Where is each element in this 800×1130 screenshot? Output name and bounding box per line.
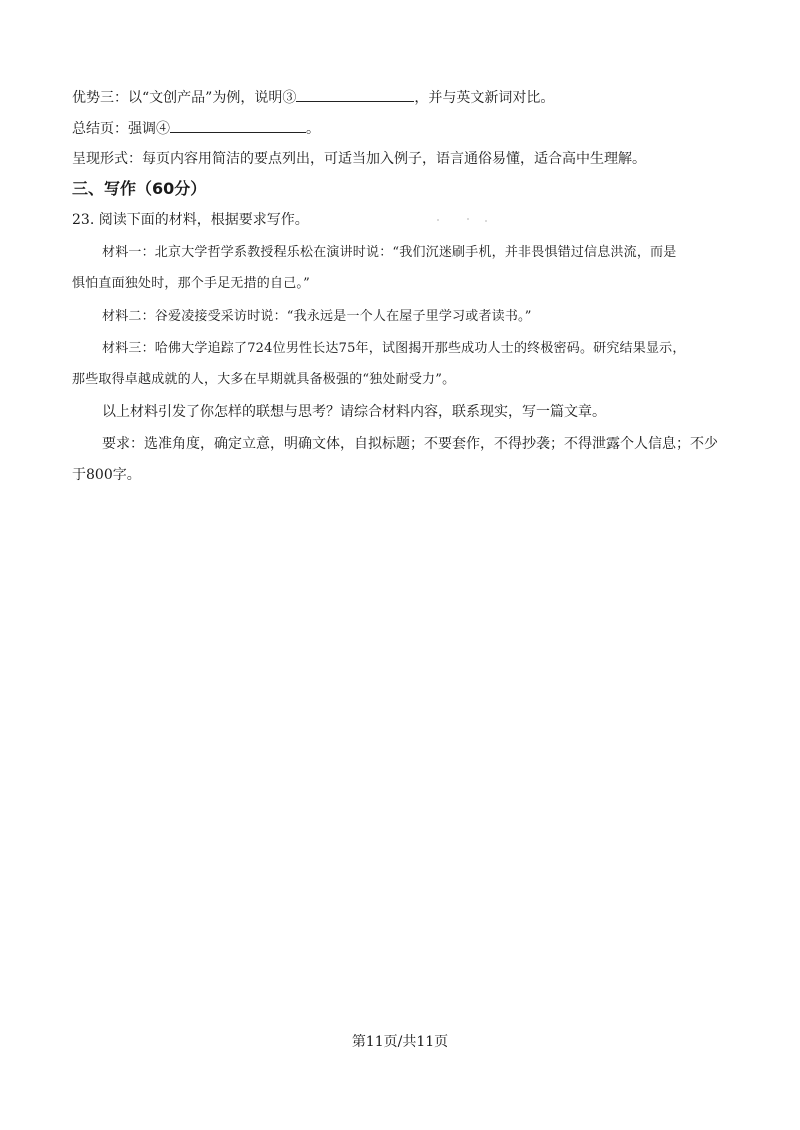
page-footer: 第11页/共11页 xyxy=(351,1034,449,1050)
material-1-line-1: 材料一：北京大学哲学系教授程乐松在演讲时说：“我们沉迷刷手机，并非畏惧错过信息洪流，而是 xyxy=(102,245,677,260)
requirements-line-1: 要求：选准角度，确定立意，明确文体，自拟标题；不要套作，不得抄袭；不得泄露个人信息；不少 xyxy=(102,436,718,452)
advantage3-suffix: ，并与英文新词对比。 xyxy=(414,90,555,106)
material-3-line-2: 那些取得卓越成就的人，大多在早期就具备极强的“独处耐受力”。 xyxy=(72,372,456,387)
question-23: 23. 阅读下面的材料，根据要求写作。 xyxy=(72,212,309,228)
summary-prefix: 总结页：强调④ xyxy=(72,121,170,137)
summary-line xyxy=(72,118,320,139)
scan-specks xyxy=(437,218,497,222)
requirements-line-2: 于800字。 xyxy=(72,467,141,483)
answer-blank-3 xyxy=(296,87,414,102)
summary-suffix: 。 xyxy=(306,121,320,137)
advantage3-line xyxy=(72,87,554,108)
answer-blank-4 xyxy=(170,118,306,133)
writing-prompt: 以上材料引发了你怎样的联想与思考？请综合材料内容，联系现实，写一篇文章。 xyxy=(102,404,606,420)
format-line: 呈现形式：每页内容用简洁的要点列出，可适当加入例子，语言通俗易懂，适合高中生理解。 xyxy=(72,151,646,167)
section-heading: 三、写作（60分） xyxy=(72,179,207,198)
material-3-line-1: 材料三：哈佛大学追踪了724位男性长达75年，试图揭开那些成功人士的终极密码。研究结果显示， xyxy=(102,341,686,356)
material-1-line-2: 惧怕直面独处时，那个手足无措的自己。” xyxy=(72,276,310,291)
advantage3-prefix: 优势三：以“文创产品”为例，说明③ xyxy=(72,90,297,106)
material-2: 材料二：谷爱凌接受采访时说：“我永远是一个人在屋子里学习或者读书。” xyxy=(102,309,532,324)
